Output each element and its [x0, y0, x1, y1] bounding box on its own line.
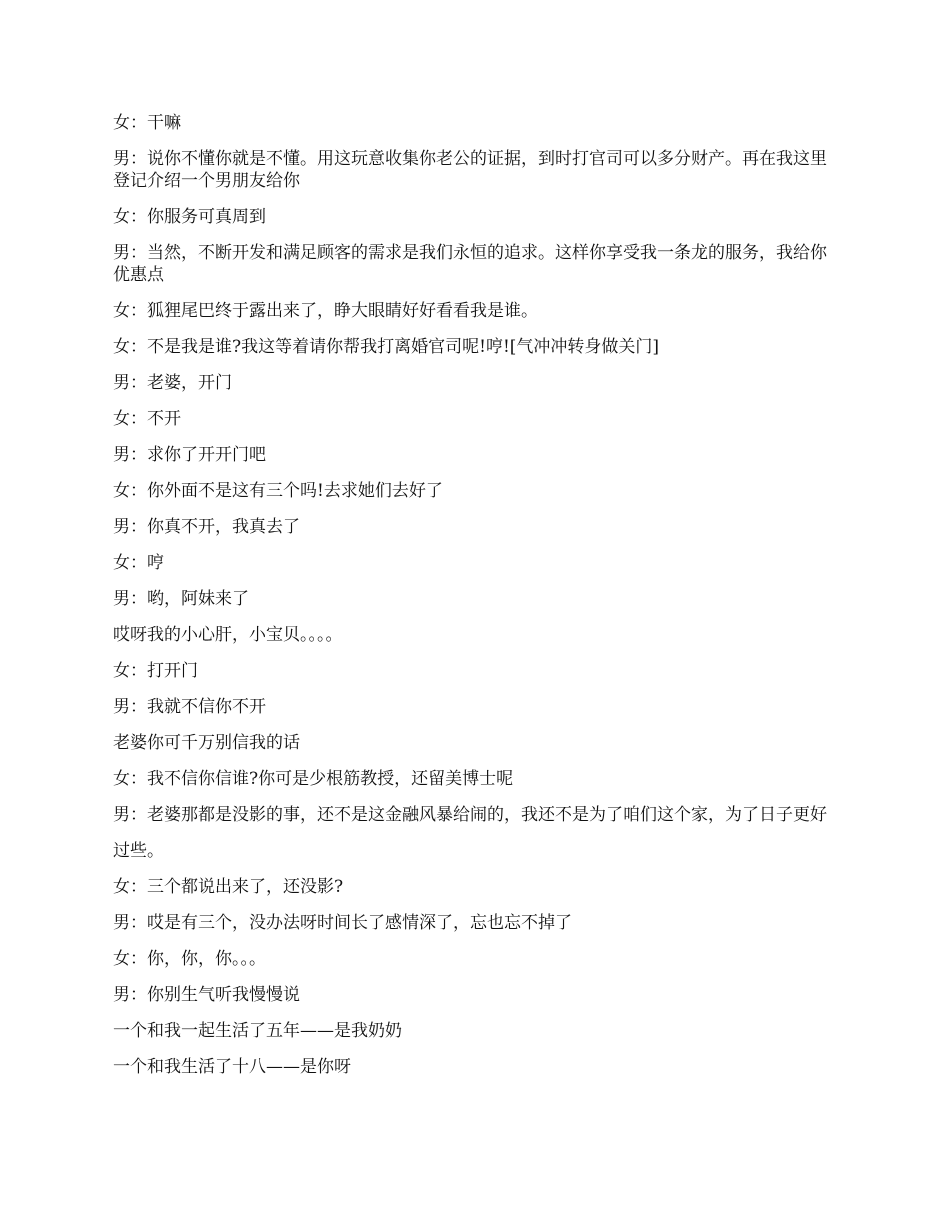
dialogue-line-3: 女：你服务可真周到 — [113, 207, 266, 227]
dialogue-line-2: 男：说你不懂你就是不懂。用这玩意收集你老公的证据，到时打官司可以多分财产。再在我这里登记介绍一个男朋友给你 — [113, 149, 827, 191]
dialogue-line-7: 男：老婆，开门 — [113, 373, 232, 393]
dialogue-line-16: 男：我就不信你不开 — [113, 697, 266, 717]
dialogue-line-8: 女：不开 — [113, 409, 181, 429]
dialogue-line-19: 男：老婆那都是没影的事，还不是这金融风暴给闹的，我还不是为了咱们这个家，为了日子更好 — [113, 805, 827, 825]
dialogue-line-18: 女：我不信你信谁?你可是少根筋教授，还留美博士呢 — [113, 769, 514, 789]
dialogue-line-5: 女：狐狸尾巴终于露出来了，睁大眼睛好好看看我是谁。 — [113, 301, 538, 321]
dialogue-line-1: 女：干嘛 — [113, 113, 181, 133]
dialogue-line-21: 女：三个都说出来了，还没影? — [113, 877, 344, 897]
dialogue-line-24: 男：你别生气听我慢慢说 — [113, 985, 300, 1005]
dialogue-line-4: 男：当然，不断开发和满足顾客的需求是我们永恒的追求。这样你享受我一条龙的服务，我给你优惠点 — [113, 243, 827, 285]
dialogue-line-13: 男：哟，阿妹来了 — [113, 589, 249, 609]
dialogue-line-23: 女：你，你，你。。。 — [113, 949, 266, 969]
dialogue-line-26: 一个和我生活了十八——是你呀 — [113, 1057, 351, 1077]
dialogue-line-12: 女：哼 — [113, 553, 164, 573]
dialogue-line-15: 女：打开门 — [113, 661, 198, 681]
dialogue-line-14: 哎呀我的小心肝，小宝贝。。。。 — [113, 625, 343, 645]
dialogue-line-20: 过些。 — [113, 841, 164, 861]
dialogue-line-6: 女：不是我是谁?我这等着请你帮我打离婚官司呢!哼![气冲冲转身做关门] — [113, 337, 660, 357]
dialogue-line-9: 男：求你了开开门吧 — [113, 445, 266, 465]
dialogue-line-10: 女：你外面不是这有三个吗!去求她们去好了 — [113, 481, 443, 501]
dialogue-line-11: 男：你真不开，我真去了 — [113, 517, 300, 537]
dialogue-line-17: 老婆你可千万别信我的话 — [113, 733, 300, 753]
dialogue-line-22: 男：哎是有三个，没办法呀时间长了感情深了，忘也忘不掉了 — [113, 913, 572, 933]
dialogue-line-25: 一个和我一起生活了五年——是我奶奶 — [113, 1021, 402, 1041]
